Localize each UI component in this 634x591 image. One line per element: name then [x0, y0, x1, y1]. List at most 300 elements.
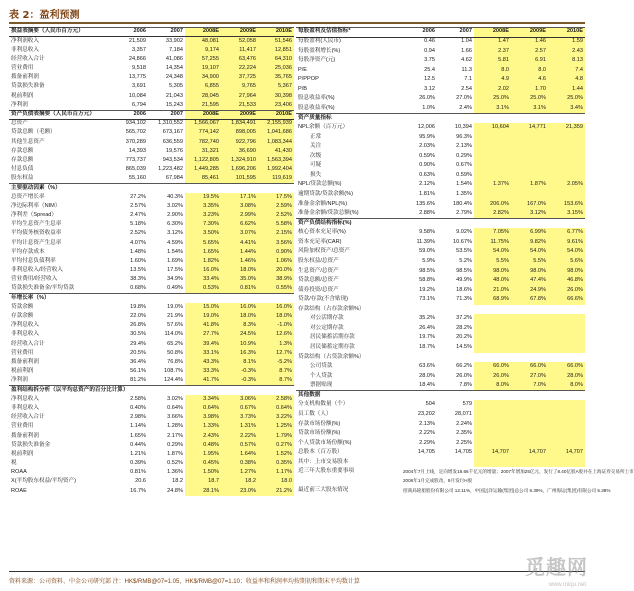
value-cell — [548, 343, 585, 353]
row-label: 存款结构（占存款余额%） — [298, 305, 365, 312]
value-cell: 66.0% — [511, 362, 548, 372]
value-cell: 4.41% — [221, 239, 258, 248]
value-cell: 6.77% — [548, 228, 585, 238]
value-cell: 782,740 — [185, 138, 221, 147]
value-cell: 57.6% — [167, 322, 183, 329]
table-row — [9, 266, 294, 275]
table-row — [9, 83, 294, 92]
row-label: 存款总额 — [11, 147, 34, 154]
value-cell: 1.04 — [461, 38, 472, 45]
table-row — [296, 324, 585, 334]
row-label: 经营收入合计 — [11, 414, 45, 421]
section-title: 年增长率（%） — [9, 294, 112, 303]
section-spacer — [437, 391, 474, 401]
value-cell: 0.64% — [185, 404, 221, 413]
value-cell: 7.05% — [474, 228, 511, 238]
value-cell: 48,081 — [185, 37, 221, 46]
value-cell: 1,223,482 — [158, 166, 183, 173]
value-cell: 3.15% — [548, 209, 585, 219]
value-cell: 11.75% — [474, 238, 511, 248]
value-cell: 7.8% — [459, 382, 472, 389]
row-label: 存款市场份额(%) — [298, 420, 341, 427]
value-cell: 21,359 — [548, 123, 585, 133]
value-cell: 63,476 — [221, 55, 258, 64]
table-row — [9, 147, 294, 156]
value-cell: 3.98% — [185, 413, 221, 422]
value-cell: 46.8% — [548, 276, 585, 286]
value-cell: 36,690 — [221, 147, 258, 156]
table-row — [296, 133, 585, 143]
value-cell: 0.59% — [456, 171, 472, 178]
value-cell: 18.7% — [419, 344, 435, 351]
value-cell: 35.2% — [419, 315, 435, 322]
value-cell: 18.0% — [258, 312, 294, 321]
table-row — [296, 429, 585, 439]
value-cell — [437, 458, 474, 468]
value-cell: 5.9% — [422, 257, 435, 264]
row-label: NPL余额（百万元） — [298, 124, 349, 131]
value-cell — [474, 324, 511, 334]
value-cell: 1.70 — [511, 85, 548, 95]
value-cell — [474, 420, 511, 430]
row-label: 风险加权资产/总资产 — [298, 248, 350, 255]
value-cell — [474, 190, 511, 200]
value-cell: 5.6% — [548, 257, 585, 267]
value-cell: 18.0 — [258, 478, 294, 487]
table-row — [9, 349, 294, 358]
value-cell: 33.3% — [185, 367, 221, 376]
value-cell: 52,058 — [221, 37, 258, 46]
value-cell: -1.0% — [258, 322, 294, 331]
row-label: 营业费用 — [11, 423, 34, 430]
table-row — [296, 228, 585, 238]
value-cell: 13.5% — [130, 267, 146, 274]
table-row — [9, 469, 294, 478]
value-cell — [511, 420, 548, 430]
value-cell: 28.0% — [548, 372, 585, 382]
value-cell: 30.5% — [130, 331, 146, 338]
value-cell: 114.0% — [164, 331, 183, 338]
value-cell: 2.90% — [167, 212, 183, 219]
value-cell: 17.1% — [221, 193, 258, 202]
value-cell: 55,160 — [128, 175, 146, 182]
value-cell: 2.99% — [221, 211, 258, 220]
value-cell: 1.69% — [167, 257, 183, 264]
value-cell — [511, 439, 548, 449]
note-label: 近三年大股东重要事项 — [298, 468, 354, 475]
value-cell: 2.02 — [474, 85, 511, 95]
value-cell: 48.0% — [474, 276, 511, 286]
value-cell: 3.02% — [167, 395, 183, 402]
value-cell: 21.0% — [474, 286, 511, 296]
row-label: 税前利润 — [11, 450, 34, 457]
table-row — [296, 400, 585, 410]
value-cell: 96.3% — [456, 133, 472, 140]
section-title: 主要驱动因素（%） — [9, 184, 112, 193]
value-cell: 66.6% — [548, 295, 585, 305]
value-cell: 22,224 — [221, 64, 258, 73]
section-spacer — [258, 386, 294, 395]
row-label: 个人贷款市场份额(%) — [298, 439, 352, 446]
value-cell: 5.81 — [474, 56, 511, 66]
note-text: 招商局轮船股份有限公司 12.11%，中国远洋运输(集团)总公司 6.39%，广州海运(集团)有限公司 5.38% — [403, 487, 611, 493]
value-cell — [437, 305, 474, 315]
value-cell: 1,041,686 — [258, 129, 294, 138]
value-cell: 7.4 — [548, 66, 585, 76]
note-row — [296, 477, 585, 487]
year-header: 2008E — [474, 28, 511, 38]
value-cell: 2.25% — [456, 439, 472, 446]
value-cell — [437, 353, 474, 363]
row-label: 每股净资产(元) — [298, 57, 336, 64]
value-cell: 3,357 — [132, 46, 146, 53]
row-label: 正常 — [310, 133, 322, 140]
section-spacer — [185, 184, 221, 193]
value-cell: 33.4% — [185, 276, 221, 285]
value-cell: 2.43 — [548, 47, 585, 57]
value-cell: 8.0% — [548, 381, 585, 391]
value-cell: 21,043 — [165, 92, 183, 99]
value-cell: 0.67% — [456, 162, 472, 169]
section-title: 损益表摘要（人民币百万元） — [9, 28, 112, 37]
table-row — [9, 92, 294, 101]
table-row — [296, 56, 585, 66]
value-cell: 9.61% — [548, 238, 585, 248]
value-cell: 108.7% — [164, 368, 183, 375]
table-row — [9, 459, 294, 468]
value-cell — [474, 334, 511, 344]
row-label: P/B — [298, 85, 308, 92]
value-cell: 2.12% — [419, 181, 435, 188]
value-cell: 7.30% — [185, 220, 221, 229]
value-cell — [474, 429, 511, 439]
row-label: 存款总额 — [11, 156, 34, 163]
table-row — [296, 66, 585, 76]
section-spacer — [437, 114, 474, 124]
left-financial-table — [9, 27, 294, 496]
table-row — [296, 37, 585, 47]
section-spacer — [401, 219, 437, 229]
value-cell: 85,461 — [185, 175, 221, 184]
value-cell: 37,725 — [221, 73, 258, 82]
value-cell: 1.37% — [474, 181, 511, 191]
value-cell: 1.44 — [548, 85, 585, 95]
value-cell: 35.0% — [221, 276, 258, 285]
row-label: 贷款损失准备金/平均贷款 — [11, 285, 75, 292]
table-row — [9, 395, 294, 404]
value-cell: 12,006 — [417, 124, 435, 131]
value-cell: 1.87% — [511, 181, 548, 191]
value-cell: 7.1 — [464, 76, 472, 83]
value-cell: 1.17% — [258, 469, 294, 478]
value-cell — [474, 458, 511, 468]
value-cell: 35,765 — [258, 73, 294, 82]
value-cell — [548, 133, 585, 143]
value-cell: 1.66 — [461, 47, 472, 54]
value-cell: 19,576 — [165, 147, 183, 154]
value-cell: 101,595 — [221, 175, 258, 184]
value-cell: 19,107 — [185, 64, 221, 73]
value-cell: 47.4% — [511, 276, 548, 286]
table-row — [296, 381, 585, 391]
table-row — [296, 267, 585, 277]
value-cell: 26.0% — [548, 286, 585, 296]
value-cell: 0.39% — [130, 460, 146, 467]
value-cell: 27.2% — [130, 193, 146, 200]
value-cell: 1.28% — [167, 423, 183, 430]
section-spacer — [185, 294, 221, 303]
value-cell: 206.0% — [474, 200, 511, 210]
value-cell: 73.1% — [419, 296, 435, 303]
value-cell: 18.0% — [221, 312, 258, 321]
value-cell: 0.67% — [221, 404, 258, 413]
row-label: 经营收入合计 — [11, 55, 45, 62]
table-row — [296, 439, 585, 449]
row-label: 净利差（Spread） — [11, 212, 58, 219]
value-cell: 0.40% — [130, 404, 146, 411]
value-cell: 1.54% — [167, 248, 183, 255]
value-cell: 6.99% — [511, 228, 548, 238]
row-label: 个人贷款 — [310, 372, 333, 379]
value-cell: 9,174 — [185, 46, 221, 55]
value-cell — [511, 161, 548, 171]
value-cell: 3.4% — [548, 104, 585, 114]
value-cell — [511, 353, 548, 363]
value-cell — [548, 400, 585, 410]
row-label: 员工数（人） — [298, 410, 332, 417]
value-cell: 14,707 — [511, 448, 548, 458]
section-spacer — [148, 184, 185, 193]
value-cell: 2.57% — [130, 202, 146, 209]
table-row — [9, 248, 294, 257]
row-label: 贷款余额 — [11, 303, 34, 310]
value-cell: 1,992,404 — [258, 165, 294, 174]
row-label: 损失 — [310, 171, 322, 178]
table-row — [9, 487, 294, 496]
value-cell: 0.46 — [424, 38, 435, 45]
note-label — [296, 477, 401, 487]
value-cell: 8.7% — [258, 367, 294, 376]
value-cell: 2.29% — [419, 439, 435, 446]
value-cell: 3,691 — [132, 83, 146, 90]
value-cell: 1.46 — [511, 37, 548, 47]
value-cell: 1.52% — [258, 450, 294, 459]
value-cell: 167.0% — [511, 200, 548, 210]
table-row — [296, 123, 585, 133]
value-cell: 10.67% — [453, 238, 472, 245]
table-row — [9, 193, 294, 202]
value-cell: 9,765 — [221, 83, 258, 92]
row-label: 核心资本充足率(%) — [298, 229, 346, 236]
table-row — [296, 47, 585, 57]
value-cell: 54.0% — [474, 247, 511, 257]
row-label: 其中：上市交易股本 — [298, 458, 349, 465]
row-label: NPL/贷款总额(%) — [298, 181, 342, 188]
value-cell: 119,619 — [258, 175, 294, 184]
value-cell: 21,533 — [221, 101, 258, 110]
value-cell: 0.94 — [424, 47, 435, 54]
table-row — [296, 276, 585, 286]
table-row — [9, 276, 294, 285]
value-cell: 7,184 — [169, 46, 183, 53]
value-cell: 3.75 — [424, 57, 435, 64]
table-row — [9, 175, 294, 184]
row-label: 关注 — [310, 143, 322, 150]
value-cell: 2.13% — [419, 420, 435, 427]
tables-container — [9, 27, 634, 496]
note-row — [296, 467, 585, 477]
value-cell — [548, 142, 585, 152]
row-label: 总股本（百万股） — [298, 449, 343, 456]
row-label: 居民储蓄定期存款 — [310, 344, 355, 351]
value-cell: 10,084 — [128, 92, 146, 99]
value-cell: 19.5% — [185, 193, 221, 202]
value-cell: 3.12 — [424, 85, 435, 92]
value-cell — [474, 439, 511, 449]
value-cell: 14,705 — [417, 449, 435, 456]
row-label: 总资产 — [11, 120, 28, 127]
note-row — [296, 487, 585, 497]
value-cell: 11,417 — [221, 46, 258, 55]
value-cell: 865,039 — [125, 166, 146, 173]
row-label: 拨备前利润 — [11, 359, 39, 366]
value-cell: 59.0% — [419, 248, 435, 255]
value-cell: 1,083,344 — [258, 138, 294, 147]
value-cell — [474, 400, 511, 410]
value-cell — [548, 429, 585, 439]
value-cell: 3.66% — [167, 414, 183, 421]
value-cell: 3.34% — [185, 395, 221, 404]
value-cell: 2.52% — [258, 211, 294, 220]
row-label: 存款余额 — [11, 313, 34, 320]
value-cell: 673,167 — [162, 129, 183, 136]
note-text: 2004年7月上线，定向增发18.66千亿元的增量；2007年增加25亿元，发行了8.40亿股A股并在上海证券交易所上市 — [403, 468, 634, 474]
table-row — [9, 156, 294, 165]
table-row — [9, 450, 294, 459]
value-cell: 1.65% — [185, 248, 221, 257]
table-row — [9, 46, 294, 55]
value-cell — [548, 420, 585, 430]
value-cell: 0.81% — [130, 469, 146, 476]
value-cell: 17.5% — [258, 193, 294, 202]
value-cell: 0.53% — [185, 285, 221, 294]
row-label: 贷款/存款(不含贴现) — [298, 296, 349, 303]
row-label: 公司贷款 — [310, 363, 333, 370]
value-cell — [548, 334, 585, 344]
row-label: 每股盈利(人民币) — [298, 38, 341, 45]
value-cell: 1.33% — [185, 423, 221, 432]
table-row — [296, 94, 585, 104]
value-cell: 1.82% — [185, 257, 221, 266]
row-label: 平均计息资产生息率 — [11, 239, 62, 246]
value-cell: 3.1% — [511, 104, 548, 114]
year-header: 2008E — [185, 110, 221, 119]
table-row — [9, 303, 294, 312]
value-cell: 1.95% — [185, 450, 221, 459]
value-cell: 1.79% — [258, 432, 294, 441]
value-cell: 636,559 — [162, 138, 183, 145]
value-cell: 24.8% — [167, 487, 183, 494]
value-cell — [474, 410, 511, 420]
value-cell: 5,305 — [169, 83, 183, 90]
value-cell: 28,071 — [454, 410, 472, 417]
table-row — [9, 165, 294, 174]
value-cell: 1,310,552 — [158, 120, 183, 127]
section-header-row — [9, 294, 294, 303]
table-row — [296, 353, 585, 363]
value-cell — [548, 171, 585, 181]
value-cell: 24.9% — [511, 286, 548, 296]
value-cell: 2.52% — [130, 230, 146, 237]
value-cell — [474, 353, 511, 363]
row-label: 贷款结构（占贷款余额%） — [298, 353, 365, 360]
value-cell: 63.6% — [419, 363, 435, 370]
value-cell: 28.2% — [456, 324, 472, 331]
value-cell: -5.2% — [258, 358, 294, 367]
value-cell: 38.3% — [130, 276, 146, 283]
value-cell: 26.4% — [419, 324, 435, 331]
value-cell — [474, 152, 511, 162]
value-cell: 2.22% — [221, 432, 258, 441]
value-cell: 4.9 — [474, 75, 511, 85]
value-cell: 1.0% — [422, 104, 435, 111]
value-cell: 0.48% — [185, 441, 221, 450]
value-cell: 25.4 — [424, 66, 435, 73]
section-spacer — [221, 294, 258, 303]
value-cell: 29.4% — [130, 340, 146, 347]
watermark-text: 觅趣网 — [525, 555, 588, 579]
value-cell: 579 — [462, 401, 472, 408]
row-label: 平均债务核资收益率 — [11, 230, 62, 237]
row-label: 平均生息资产生息率 — [11, 221, 62, 228]
table-row — [9, 211, 294, 220]
section-title: 每股盈利及估值指标* — [296, 28, 401, 38]
year-header: 2007 — [148, 28, 185, 37]
table-row — [296, 362, 585, 372]
section-spacer — [185, 386, 221, 395]
value-cell: 0.57% — [221, 441, 258, 450]
row-label: ROAE — [11, 487, 27, 494]
value-cell: 5.18% — [130, 221, 146, 228]
row-label: 净利息收入 — [11, 395, 39, 402]
row-label: 经营收入合计 — [11, 340, 45, 347]
row-label: 准备金余额/NPL(%) — [298, 200, 348, 207]
value-cell: 8.3% — [221, 322, 258, 331]
table-row — [9, 257, 294, 266]
row-label: 股东权益 — [11, 175, 34, 182]
value-cell: 4.6 — [511, 75, 548, 85]
table-row — [296, 343, 585, 353]
value-cell: 0.38% — [221, 459, 258, 468]
table-row — [9, 404, 294, 413]
value-cell: 28.1% — [185, 487, 221, 496]
value-cell: 0.55% — [258, 285, 294, 294]
value-cell — [548, 353, 585, 363]
table-row — [296, 171, 585, 181]
value-cell — [548, 314, 585, 324]
value-cell: 0.35% — [258, 459, 294, 468]
row-label: 净利息收入 — [11, 322, 39, 329]
row-label: 股息收益率(%) — [298, 95, 335, 102]
row-label: 分支机构数量（个） — [298, 401, 349, 408]
value-cell: 8.13 — [548, 56, 585, 66]
value-cell: 6.91 — [511, 56, 548, 66]
row-label: 准备金余额/贷款总额(%) — [298, 209, 359, 216]
value-cell: 14,705 — [454, 449, 472, 456]
section-spacer — [401, 114, 437, 124]
section-title: 资产质量指标 — [296, 114, 401, 124]
table-row — [9, 478, 294, 487]
